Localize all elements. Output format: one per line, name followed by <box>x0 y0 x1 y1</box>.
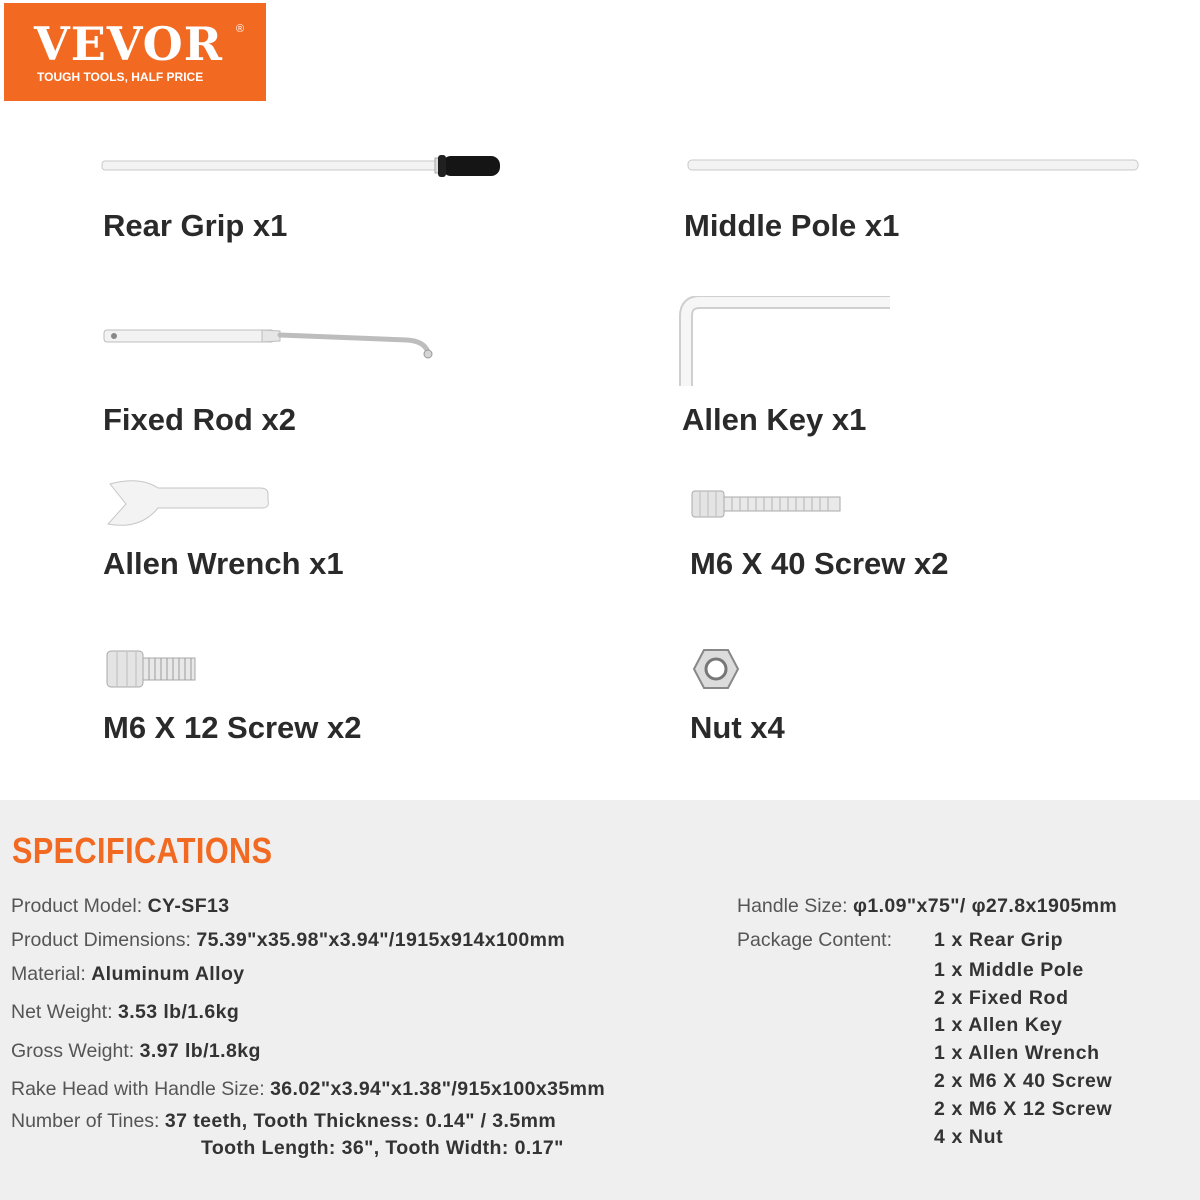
spec-value: Tooth Length: 36", Tooth Width: 0.17" <box>201 1137 564 1159</box>
package-item: 2 x M6 X 40 Screw <box>934 1070 1113 1092</box>
part-label-allen-wrench: Allen Wrench x1 <box>103 546 344 581</box>
spec-value: CY-SF13 <box>147 895 230 917</box>
spec-material <box>11 963 245 986</box>
spec-value: 3.97 lb/1.8kg <box>139 1040 261 1062</box>
middle-pole-icon <box>686 156 1142 176</box>
part-label-middle-pole: Middle Pole x1 <box>684 208 900 243</box>
spec-value: 3.53 lb/1.6kg <box>117 1001 240 1023</box>
package-item: 1 x Allen Wrench <box>934 1042 1100 1064</box>
spec-key: Number of Tines: <box>11 1110 160 1132</box>
spec-tines-continued <box>201 1137 564 1160</box>
short-screw-icon <box>105 648 199 690</box>
package-item: 1 x Rear Grip <box>934 929 1064 951</box>
logo-tagline: TOUGH TOOLS, HALF PRICE <box>37 70 204 84</box>
spec-number-of-tines <box>11 1110 556 1133</box>
part-label-m6x40-screw: M6 X 40 Screw x2 <box>690 546 949 581</box>
spec-value: 36.02"x3.94"x1.38"/915x100x35mm <box>270 1078 606 1100</box>
package-item: 4 x Nut <box>934 1126 1004 1148</box>
spec-handle-size <box>737 895 1117 918</box>
vevor-logo <box>4 3 266 101</box>
part-label-m6x12-screw: M6 X 12 Screw x2 <box>103 710 362 745</box>
spec-product-model <box>11 895 230 918</box>
spec-value: φ1.09"x75"/ φ27.8x1905mm <box>853 895 1118 917</box>
logo-wordmark: VEVOR <box>34 17 223 71</box>
spec-key: Package Content: <box>737 929 893 951</box>
allen-wrench-icon <box>100 480 270 528</box>
spec-value: 37 teeth, Tooth Thickness: 0.14" / 3.5mm <box>164 1110 557 1132</box>
spec-key: Net Weight: <box>11 1001 113 1023</box>
spec-net-weight <box>11 1001 239 1024</box>
spec-key: Rake Head with Handle Size: <box>11 1078 265 1100</box>
fixed-rod-icon <box>102 322 438 364</box>
part-label-allen-key: Allen Key x1 <box>682 402 867 437</box>
nut-icon <box>692 648 740 690</box>
rear-grip-icon <box>100 152 510 186</box>
spec-package-content <box>737 929 892 952</box>
package-item: 2 x M6 X 12 Screw <box>934 1098 1113 1120</box>
spec-value: Aluminum Alloy <box>91 963 245 985</box>
spec-key: Handle Size: <box>737 895 848 917</box>
spec-key: Product Model: <box>11 895 143 917</box>
package-item: 2 x Fixed Rod <box>934 987 1069 1009</box>
spec-rake-head-size <box>11 1078 605 1101</box>
spec-value: 75.39"x35.98"x3.94"/1915x914x100mm <box>196 929 566 951</box>
spec-key: Product Dimensions: <box>11 929 191 951</box>
part-label-nut: Nut x4 <box>690 710 785 745</box>
part-label-rear-grip: Rear Grip x1 <box>103 208 288 243</box>
package-item: 1 x Middle Pole <box>934 959 1084 981</box>
specifications-title: SPECIFICATIONS <box>12 830 273 871</box>
spec-key: Gross Weight: <box>11 1040 135 1062</box>
spec-product-dimensions <box>11 929 565 952</box>
spec-gross-weight <box>11 1040 261 1063</box>
logo-registered-mark: ® <box>236 23 245 35</box>
package-item: 1 x Allen Key <box>934 1014 1063 1036</box>
allen-key-icon <box>678 296 894 392</box>
long-screw-icon <box>690 488 844 520</box>
spec-key: Material: <box>11 963 86 985</box>
part-label-fixed-rod: Fixed Rod x2 <box>103 402 296 437</box>
